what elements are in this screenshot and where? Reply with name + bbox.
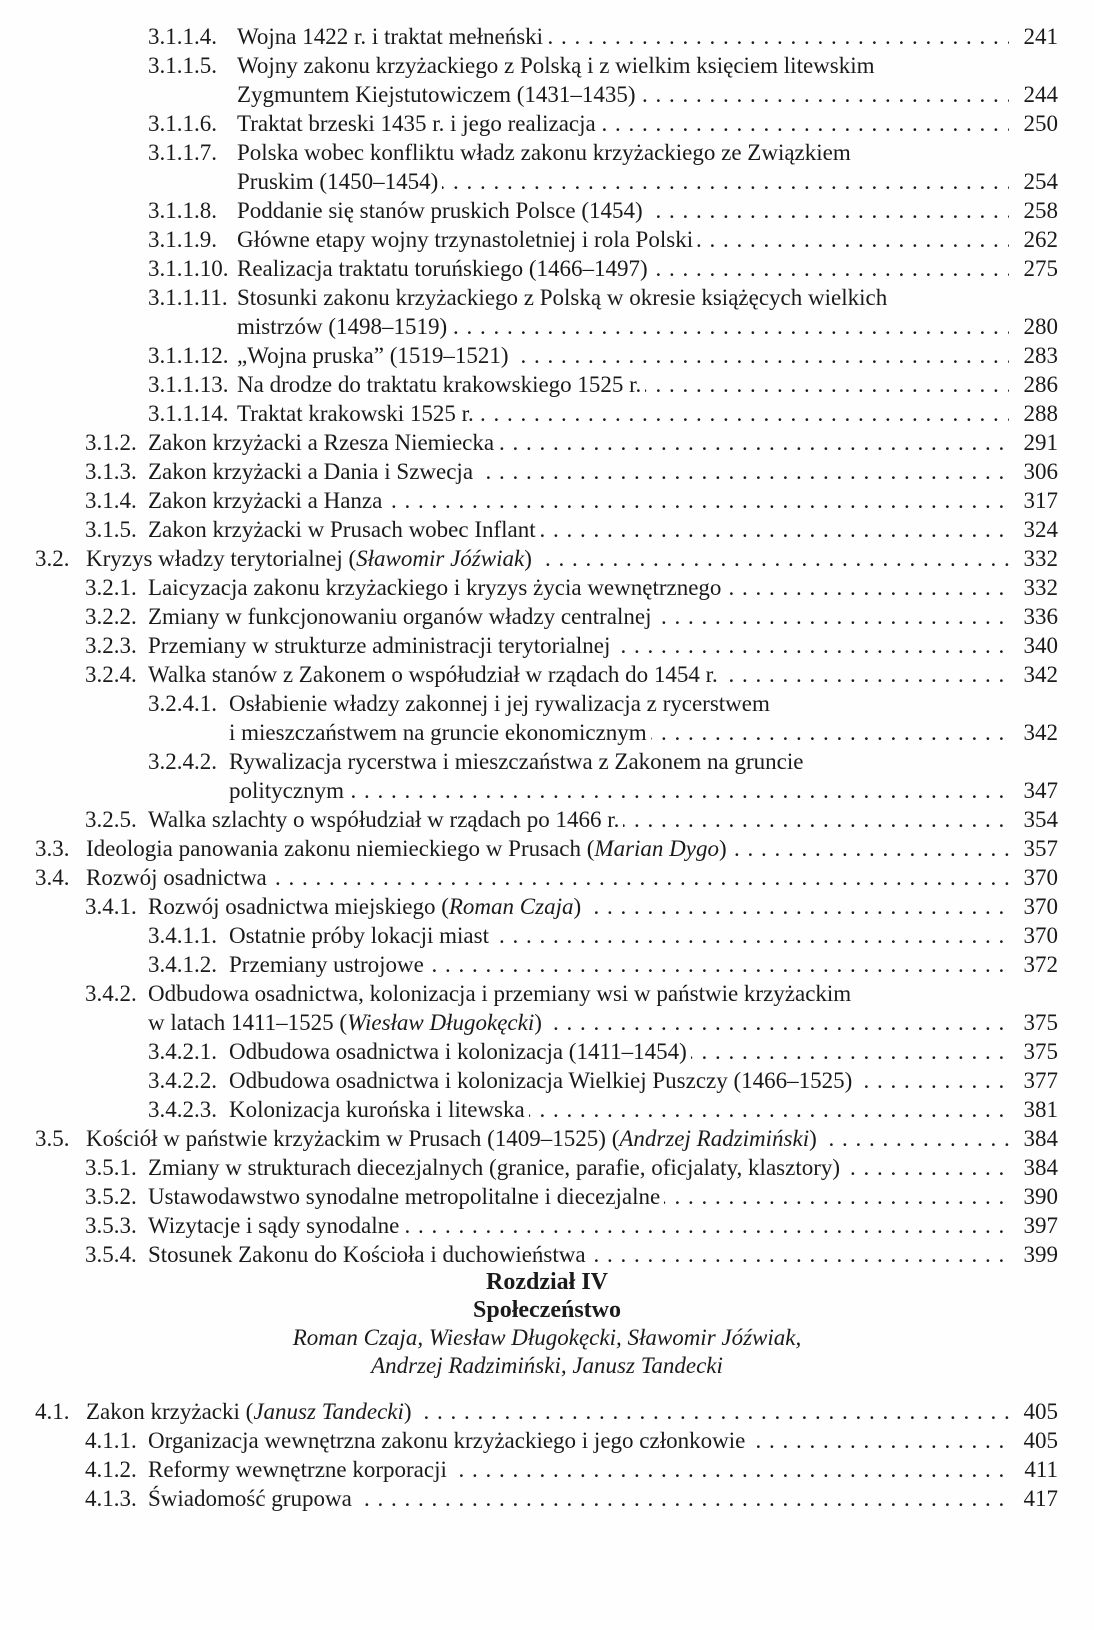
toc-entry[interactable]	[0, 22, 1094, 51]
toc-entry-number: 3.1.3.	[85, 459, 137, 484]
toc-entry-number: 3.1.1.8.	[148, 198, 217, 223]
chapter-title: Społeczeństwo	[473, 1297, 621, 1323]
toc-entry-title: Walka szlachty o współudział w rządach po 1466 r.	[148, 807, 620, 832]
toc-entry-title: Walka stanów z Zakonem o współudział w rządach do 1454 r.	[148, 662, 718, 687]
toc-entry-number: 3.3.	[35, 836, 70, 861]
toc-entry-title: Organizacja wewnętrzna zakonu krzyżackiego i jego członkowie	[148, 1428, 746, 1453]
toc-entry[interactable]	[0, 283, 1094, 341]
toc-entry-number: 3.1.1.10.	[148, 256, 229, 281]
toc-entry-page: 390	[1023, 1184, 1058, 1209]
toc-entry-title: Na drodze do traktatu krakowskiego 1525 r.	[237, 372, 642, 397]
toc-entry-number: 3.4.2.	[85, 981, 137, 1006]
toc-entry-title: Przemiany w strukturze administracji terytorialnej	[148, 633, 611, 658]
toc-entry-page: 275	[1023, 256, 1058, 281]
toc-entry-page: 332	[1023, 575, 1058, 600]
toc-entry[interactable]	[0, 225, 1094, 254]
toc-entry-page: 370	[1023, 894, 1058, 919]
toc-entry-title: Poddanie się stanów pruskich Polsce (1454)	[237, 198, 643, 223]
toc-entry[interactable]	[0, 1426, 1094, 1455]
toc-entry-page: 291	[1023, 430, 1058, 455]
toc-entry-title: Wojna 1422 r. i traktat mełneński	[237, 24, 544, 49]
toc-entry-author: Sławomir Jóźwiak	[356, 546, 525, 571]
toc-entry-title: Traktat krakowski 1525 r.	[237, 401, 474, 426]
toc-entry[interactable]	[0, 573, 1094, 602]
toc-entry-page: 357	[1023, 836, 1058, 861]
toc-entry[interactable]	[0, 1066, 1094, 1095]
toc-entry-number: 3.2.2.	[85, 604, 137, 629]
toc-entry-title: Wojny zakonu krzyżackiego z Polską i z wielkim księciem litewskim	[237, 53, 875, 78]
toc-entry[interactable]	[0, 1240, 1094, 1269]
toc-entry[interactable]: 4.1. Zakon krzyżacki (Janusz Tandecki) . . . 405	[0, 1397, 1094, 1426]
toc-entry[interactable]	[0, 1095, 1094, 1124]
toc-entry-number: 3.1.1.7.	[148, 140, 217, 165]
toc-entry[interactable]	[0, 138, 1094, 196]
toc-entry-title: Pruskim (1450–1454)	[237, 169, 439, 194]
toc-entry-title: Zakon krzyżacki	[86, 1399, 240, 1424]
toc-entry-number: 3.1.1.14.	[148, 401, 229, 426]
toc-entry-page: 324	[1023, 517, 1058, 542]
toc-entry[interactable]	[0, 660, 1094, 689]
toc-entry-page: 340	[1023, 633, 1058, 658]
toc-entry-page: 384	[1023, 1126, 1058, 1151]
toc-entry-title: Rywalizacja rycerstwa i mieszczaństwa z Zakonem na gruncie	[229, 749, 804, 774]
toc-entry-page: 250	[1023, 111, 1058, 136]
toc-entry-page: 336	[1023, 604, 1058, 629]
toc-entry-number: 3.1.1.6.	[148, 111, 217, 136]
chapter-heading-block	[0, 1268, 1094, 1380]
toc-entry-page: 283	[1023, 343, 1058, 368]
toc-entry-page: 375	[1023, 1010, 1058, 1035]
toc-entry-page: 370	[1023, 865, 1058, 890]
toc-entry-number: 3.2.3.	[85, 633, 137, 658]
toc-entry-number: 4.1.3.	[85, 1486, 137, 1511]
toc-entry-page: 375	[1023, 1039, 1058, 1064]
toc-entry[interactable]: 3.5. Kościół w państwie krzyżackim w Prusach (1409–1525) (Andrzej Radzimiński) . . . 384	[0, 1124, 1094, 1153]
toc-entry-number: 3.5.	[35, 1126, 70, 1151]
toc-entry-title: Stosunki zakonu krzyżackiego z Polską w okresie książęcych wielkich	[237, 285, 888, 310]
toc-entry-page: 370	[1023, 923, 1058, 948]
toc-entry-number: 3.1.1.4.	[148, 24, 217, 49]
toc-entry-number: 4.1.2.	[85, 1457, 137, 1482]
toc-entry[interactable]	[0, 1455, 1094, 1484]
toc-entry[interactable]	[0, 1211, 1094, 1240]
toc-entry-title: „Wojna pruska” (1519–1521)	[237, 343, 509, 368]
toc-entry-number: 3.4.2.3.	[148, 1097, 217, 1122]
toc-entry-title: Odbudowa osadnictwa, kolonizacja i przemiany wsi w państwie krzyżackim	[148, 981, 852, 1006]
toc-entry-author: Marian Dygo	[594, 836, 719, 861]
toc-entry-title: w latach 1411–1525	[148, 1010, 334, 1035]
toc-entry-page: 377	[1023, 1068, 1058, 1093]
toc-entry-title: Odbudowa osadnictwa i kolonizacja Wielkiej Puszczy (1466–1525)	[229, 1068, 853, 1093]
toc-entry-title: Osłabienie władzy zakonnej i jej rywalizacja z rycerstwem	[229, 691, 770, 716]
toc-entry-number: 3.1.1.9.	[148, 227, 217, 252]
toc-entry-number: 3.1.2.	[85, 430, 137, 455]
toc-entry[interactable]	[0, 1484, 1094, 1513]
toc-entry-page: 405	[1023, 1399, 1058, 1424]
toc-entry[interactable]	[0, 109, 1094, 138]
toc-entry[interactable]	[0, 950, 1094, 979]
toc-entry[interactable]	[0, 515, 1094, 544]
toc-entry-number: 3.1.4.	[85, 488, 137, 513]
toc-entry[interactable]: 3.3. Ideologia panowania zakonu niemieckiego w Prusach (Marian Dygo) . . . 357	[0, 834, 1094, 863]
toc-entry-number: 3.5.4.	[85, 1242, 137, 1267]
toc-entry[interactable]	[0, 602, 1094, 631]
toc-entry-title: Świadomość grupowa	[148, 1486, 352, 1511]
toc-entry-title: Ideologia panowania zakonu niemieckiego w Prusach	[86, 836, 581, 861]
toc-entry-page: 411	[1024, 1457, 1058, 1482]
toc-entry-page: 262	[1023, 227, 1058, 252]
toc-entry-title: Główne etapy wojny trzynastoletniej i rola Polski	[237, 227, 694, 252]
toc-entry[interactable]: 3.4.2. Odbudowa osadnictwa, kolonizacja i przemiany wsi w państwie krzyżackim w latach 1411–1525 (Wiesław Długokęcki) . . . 375	[0, 979, 1094, 1037]
toc-entry-number: 3.2.5.	[85, 807, 137, 832]
toc-entry[interactable]	[0, 428, 1094, 457]
toc-entry-number: 3.1.1.11.	[148, 285, 228, 310]
toc-entry-number: 3.4.2.1.	[148, 1039, 217, 1064]
toc-entry-page: 241	[1023, 24, 1058, 49]
toc-entry-page: 258	[1023, 198, 1058, 223]
toc-entry-title: Zmiany w funkcjonowaniu organów władzy centralnej	[148, 604, 652, 629]
toc-entry[interactable]	[0, 399, 1094, 428]
toc-entry-title: Ustawodawstwo synodalne metropolitalne i diecezjalne	[148, 1184, 661, 1209]
toc-entry-number: 3.2.4.	[85, 662, 137, 687]
toc-entry-title: Realizacja traktatu toruńskiego (1466–1497)	[237, 256, 648, 281]
toc-entry-title: Laicyzacja zakonu krzyżackiego i kryzys życia wewnętrznego	[148, 575, 722, 600]
toc-entry[interactable]	[0, 1182, 1094, 1211]
toc-entry-page: 280	[1023, 314, 1058, 339]
chapter-authors-line-1: Roman Czaja, Wiesław Długokęcki, Sławomir Jóźwiak,	[292, 1325, 802, 1350]
toc-entry-number: 3.2.	[35, 546, 70, 571]
toc-entry-number: 3.2.4.1.	[148, 691, 217, 716]
toc-entry[interactable]	[0, 457, 1094, 486]
toc-entry-number: 3.1.1.12.	[148, 343, 229, 368]
toc-entry-title: Ostatnie próby lokacji miast	[229, 923, 489, 948]
toc-entry-author: Andrzej Radzimiński	[619, 1126, 810, 1151]
toc-entry-page: 332	[1023, 546, 1058, 571]
toc-entry-author: Roman Czaja	[448, 894, 574, 919]
toc-entry-page: 317	[1023, 488, 1058, 513]
toc-entry-page: 417	[1023, 1486, 1058, 1511]
toc-entry-page: 288	[1023, 401, 1058, 426]
toc-entry-number: 3.1.1.5.	[148, 53, 217, 78]
toc-entry[interactable]	[0, 341, 1094, 370]
toc-entry[interactable]	[0, 863, 1094, 892]
toc-entry-title: Zygmuntem Kiejstutowiczem (1431–1435)	[237, 82, 636, 107]
toc-entry-number: 4.1.1.	[85, 1428, 137, 1453]
toc-entry-title: Zmiany w strukturach diecezjalnych (granice, parafie, oficjalaty, klasztory)	[148, 1155, 841, 1180]
toc-entry-title: Wizytacje i sądy synodalne	[148, 1213, 400, 1238]
toc-entry-title: Stosunek Zakonu do Kościoła i duchowieństwa	[148, 1242, 586, 1267]
toc-entry-number: 3.1.1.13.	[148, 372, 229, 397]
toc-entry[interactable]	[0, 196, 1094, 225]
toc-entry[interactable]: 3.4.1. Rozwój osadnictwa miejskiego (Roman Czaja) . . . 370	[0, 892, 1094, 921]
toc-entry-page: 286	[1023, 372, 1058, 397]
toc-entry-title: Zakon krzyżacki w Prusach wobec Inflant	[148, 517, 536, 542]
toc-entry-number: 3.4.2.2.	[148, 1068, 217, 1093]
toc-entry-number: 3.2.4.2.	[148, 749, 217, 774]
toc-entry-page: 347	[1023, 778, 1058, 803]
toc-entry-title: Reformy wewnętrzne korporacji	[148, 1457, 447, 1482]
toc-entry-page: 381	[1023, 1097, 1058, 1122]
toc-entry-page: 244	[1023, 82, 1058, 107]
toc-entry[interactable]	[0, 370, 1094, 399]
toc-entry-title: Polska wobec konfliktu władz zakonu krzyżackiego ze Związkiem	[237, 140, 851, 165]
toc-entry-page: 306	[1023, 459, 1058, 484]
toc-entry-author: Janusz Tandecki	[253, 1399, 404, 1424]
toc-entry-number: 3.5.1.	[85, 1155, 137, 1180]
toc-entry[interactable]	[0, 1037, 1094, 1066]
toc-entry[interactable]	[0, 486, 1094, 515]
toc-entry-number: 3.4.	[35, 865, 70, 890]
toc-entry-number: 3.1.5.	[85, 517, 137, 542]
toc-entry-title: Kolonizacja kurońska i litewska	[229, 1097, 525, 1122]
toc-entry-title: Zakon krzyżacki a Rzesza Niemiecka	[148, 430, 495, 455]
toc-entry-number: 3.5.2.	[85, 1184, 137, 1209]
toc-entry-number: 3.5.3.	[85, 1213, 137, 1238]
toc-entry-title: mistrzów (1498–1519)	[237, 314, 448, 339]
toc-entry[interactable]	[0, 805, 1094, 834]
toc-entry[interactable]	[0, 1153, 1094, 1182]
toc-entry[interactable]	[0, 631, 1094, 660]
toc-entry-title: Przemiany ustrojowe	[229, 952, 424, 977]
toc-entry-page: 397	[1023, 1213, 1058, 1238]
toc-entry[interactable]: 3.2. Kryzys władzy terytorialnej (Sławomir Jóźwiak) . . . 332	[0, 544, 1094, 573]
toc-entry-page: 399	[1023, 1242, 1058, 1267]
toc-entry-number: 3.4.1.	[85, 894, 137, 919]
toc-entry-title: Zakon krzyżacki a Dania i Szwecja	[148, 459, 474, 484]
toc-entry-page: 342	[1023, 662, 1058, 687]
chapter-number: Rozdział IV	[486, 1269, 608, 1295]
toc-entry-title: Odbudowa osadnictwa i kolonizacja (1411–1454)	[229, 1039, 687, 1064]
toc-entry-page: 384	[1023, 1155, 1058, 1180]
toc-entry[interactable]	[0, 254, 1094, 283]
toc-entry[interactable]	[0, 747, 1094, 805]
toc-entry-title: Rozwój osadnictwa	[86, 865, 267, 890]
toc-entry-page: 405	[1023, 1428, 1058, 1453]
toc-entry-number: 3.2.1.	[85, 575, 137, 600]
toc-entry-title: politycznym	[229, 778, 344, 803]
chapter-authors-line-2: Andrzej Radzimiński, Janusz Tandecki	[371, 1353, 723, 1378]
toc-entry-title: Zakon krzyżacki a Hanza	[148, 488, 383, 513]
toc-entry-title: Kryzys władzy terytorialnej	[86, 546, 343, 571]
toc-entry-number: 3.4.1.2.	[148, 952, 217, 977]
toc-entry-title: Kościół w państwie krzyżackim w Prusach (1409–1525)	[86, 1126, 606, 1151]
toc-entry-page: 372	[1023, 952, 1058, 977]
toc-entry-number: 4.1.	[35, 1399, 70, 1424]
toc-entry-page: 354	[1023, 807, 1058, 832]
toc-entry[interactable]	[0, 51, 1094, 109]
toc-entry-title: Rozwój osadnictwa miejskiego	[148, 894, 436, 919]
toc-entry[interactable]	[0, 921, 1094, 950]
toc-entry-page: 342	[1023, 720, 1058, 745]
toc-entry[interactable]	[0, 689, 1094, 747]
toc-entry-page: 254	[1023, 169, 1058, 194]
toc-entry-author: Wiesław Długokęcki	[347, 1010, 535, 1035]
toc-entry-title: Traktat brzeski 1435 r. i jego realizacja	[237, 111, 596, 136]
toc-entry-title: i mieszczaństwem na gruncie ekonomicznym	[229, 720, 647, 745]
toc-entry-number: 3.4.1.1.	[148, 923, 217, 948]
